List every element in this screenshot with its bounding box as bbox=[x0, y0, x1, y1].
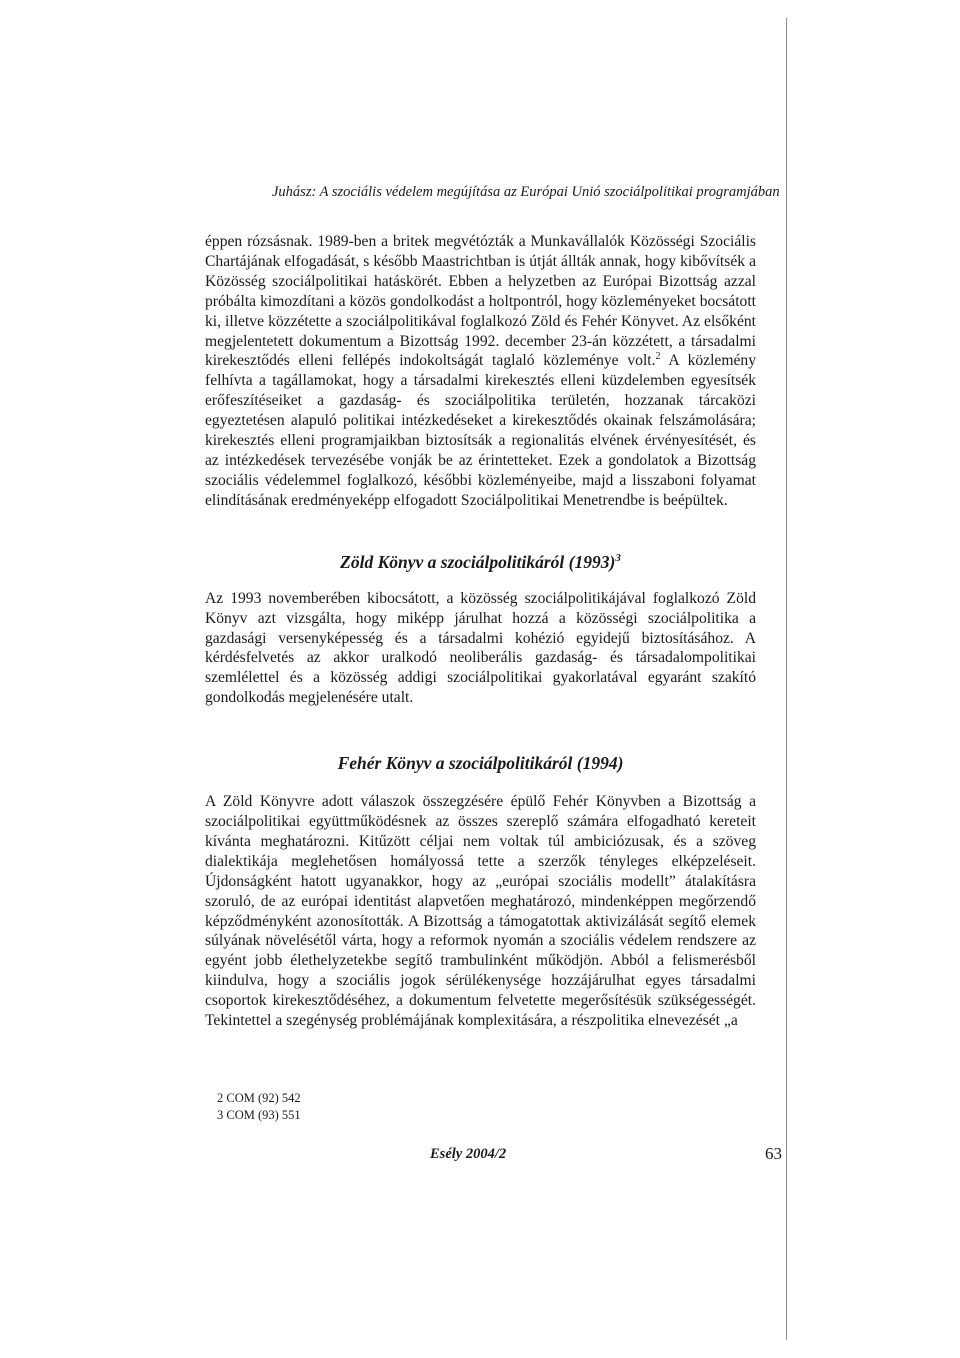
intro-text-after-footnote: A közlemény felhívta a tagállamokat, hogy a társadalmi kirekesztés elleni küzdelemben egyesítsék erőfeszítéseiket a gazdaság- és szociálpolitika területén, hozzanak tárcaközi egyeztetésen alapuló politikai intézkedéseket a kirekesztődés okainak felszámolására; kirekesztés elleni programjaikban biztosítsák a regionalitás elvének érvényesítését, és az intézkedések tervezésébe vonják be az érintetteket. Ezek a gondolatok a Bizottság szociális védelemmel foglalkozó, későbbi közleményeibe, majd a lisszaboni folyamat elindításának eredményeképp elfogadott Szociálpolitikai Menetrendbe is beépültek. bbox=[205, 352, 756, 509]
page-number: 63 bbox=[765, 1144, 782, 1163]
running-head: Juhász: A szociális védelem megújítása az Európai Unió szociálpolitikai programjában bbox=[272, 184, 780, 200]
margin-rule bbox=[786, 18, 787, 1340]
section-heading-green-paper bbox=[205, 551, 756, 573]
white-paper-paragraph: A Zöld Könyvre adott válaszok összegzésére épülő Fehér Könyvben a Bizottság a szociálpolitikai együttműködésnek az összes szereplő számára elfogadható kereteit kívánta meghatározni. Kitűzött céljai nem voltak túl ambiciózusak, és a szöveg dialektikája meglehetősen homályossá tette a szerzők tényleges elképzeléseit. Újdonságként hatott ugyanakkor, hogy az „európai szociális modellt” átalakításra szoruló, de az európai identitást alapvetően meghatározó, mindenképpen megőrzendő képződményként azonosították. A Bizottság a támogatottak aktivizálását segítő elemek súlyának növelésétől várta, hogy a reformok nyomán a szociális védelem rendszere az egyént jobb élethelyzetekbe segítő trambulinként működjön. Abból a felismerésből kiindulva, hogy a szociális jogok sérülékenysége hozzájárulhat egyes társadalmi csoportok kirekesztődéséhez, a dokumentum felvetette megerősítésük szükségességét. Tekintettel a szegénység problémájának komplexitására, a részpolitika elnevezését „a bbox=[205, 793, 756, 1030]
intro-paragraph bbox=[205, 232, 756, 511]
footnote-2: 2 COM (92) 542 bbox=[217, 1091, 301, 1105]
footnotes bbox=[217, 1090, 301, 1124]
footer-journal-title: Esély 2004/2 bbox=[430, 1146, 507, 1162]
section-heading-white-paper: Fehér Könyv a szociálpolitikáról (1994) bbox=[337, 753, 624, 774]
green-paper-paragraph: Az 1993 novemberében kibocsátott, a közösség szociálpolitikájával foglalkozó Zöld Könyv azt vizsgálta, hogy miképp járulhat hozzá a közösségi szociálpolitika a gazdasági versenyképesség és a társadalmi kohézió egyidejű biztosításához. A kérdésfelvetés az akkor uralkodó neoliberális gazdaság- és társadalompolitikai szemlélettel és a közösség addigi szociálpolitikai gyakorlatával egyaránt szakító gondolkodás megjelenésére utalt. bbox=[205, 589, 756, 707]
main-text bbox=[205, 232, 756, 1031]
intro-text-before-footnote: éppen rózsásnak. 1989-ben a britek megvétózták a Munkavállalók Közösségi Szociális Chartájának elfogadását, s később Maastrichtban is útját állták annak, hogy kibővítsék a Közösség szociálpolitikai hatáskörét. Ebben a helyzetben az Európai Bizottság azzal próbálta kimozdítani a közös gondolkodást a holtpontról, hogy közleményeket bocsátott ki, illetve közzétette a szociálpolitikával foglalkozó Zöld és Fehér Könyvet. Az elsőként megjelentetett dokumentum a Bizottság 1992. december 23-án közzétett, a társadalmi kirekesztődés elleni fellépés indokoltságát taglaló közleménye volt. bbox=[205, 233, 756, 370]
section-heading-green-paper-text: Zöld Könyv a szociálpolitikáról (1993) bbox=[340, 551, 616, 572]
footnote-ref-3[interactable]: 3 bbox=[615, 551, 621, 564]
footnote-ref-2[interactable]: 2 bbox=[655, 351, 661, 363]
footnote-3: 3 COM (93) 551 bbox=[217, 1108, 301, 1122]
